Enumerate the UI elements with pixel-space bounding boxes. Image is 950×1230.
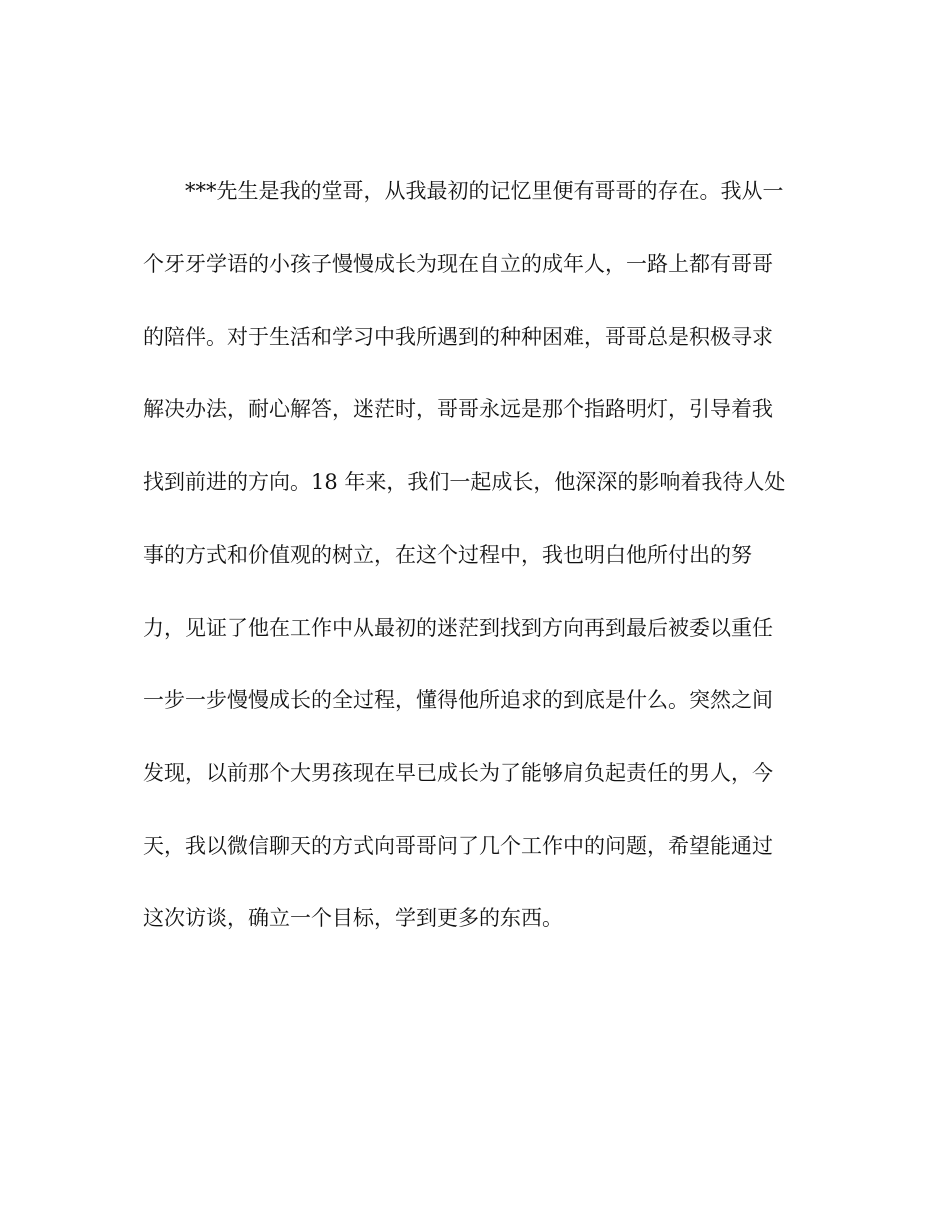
paragraph-line: 天，我以微信聊天的方式向哥哥问了几个工作中的问题，希望能通过 (143, 834, 773, 858)
paragraph-line: 的陪伴。对于生活和学习中我所遇到的种种困难，哥哥总是积极寻求 (143, 325, 773, 349)
paragraph-line: 发现，以前那个大男孩现在早已成长为了能够肩负起责任的男人，今 (143, 761, 773, 785)
paragraph-line: 一步一步慢慢成长的全过程，懂得他所追求的到底是什么。突然之间 (143, 688, 773, 712)
paragraph-line: ***先生是我的堂哥，从我最初的记忆里便有哥哥的存在。我从一 (185, 179, 784, 203)
paragraph-line: 解决办法，耐心解答，迷茫时，哥哥永远是那个指路明灯，引导着我 (143, 397, 773, 421)
paragraph-line: 找到前进的方向。18 年来，我们一起成长，他深深的影响着我待人处 (143, 470, 786, 494)
paragraph-line: 个牙牙学语的小孩子慢慢成长为现在自立的成年人，一路上都有哥哥 (143, 252, 773, 276)
paragraph-line: 这次访谈，确立一个目标，学到更多的东西。 (143, 906, 563, 930)
paragraph-line: 事的方式和价值观的树立，在这个过程中，我也明白他所付出的努 (143, 543, 752, 567)
paragraph-line: 力，见证了他在工作中从最初的迷茫到找到方向再到最后被委以重任 (143, 616, 773, 640)
